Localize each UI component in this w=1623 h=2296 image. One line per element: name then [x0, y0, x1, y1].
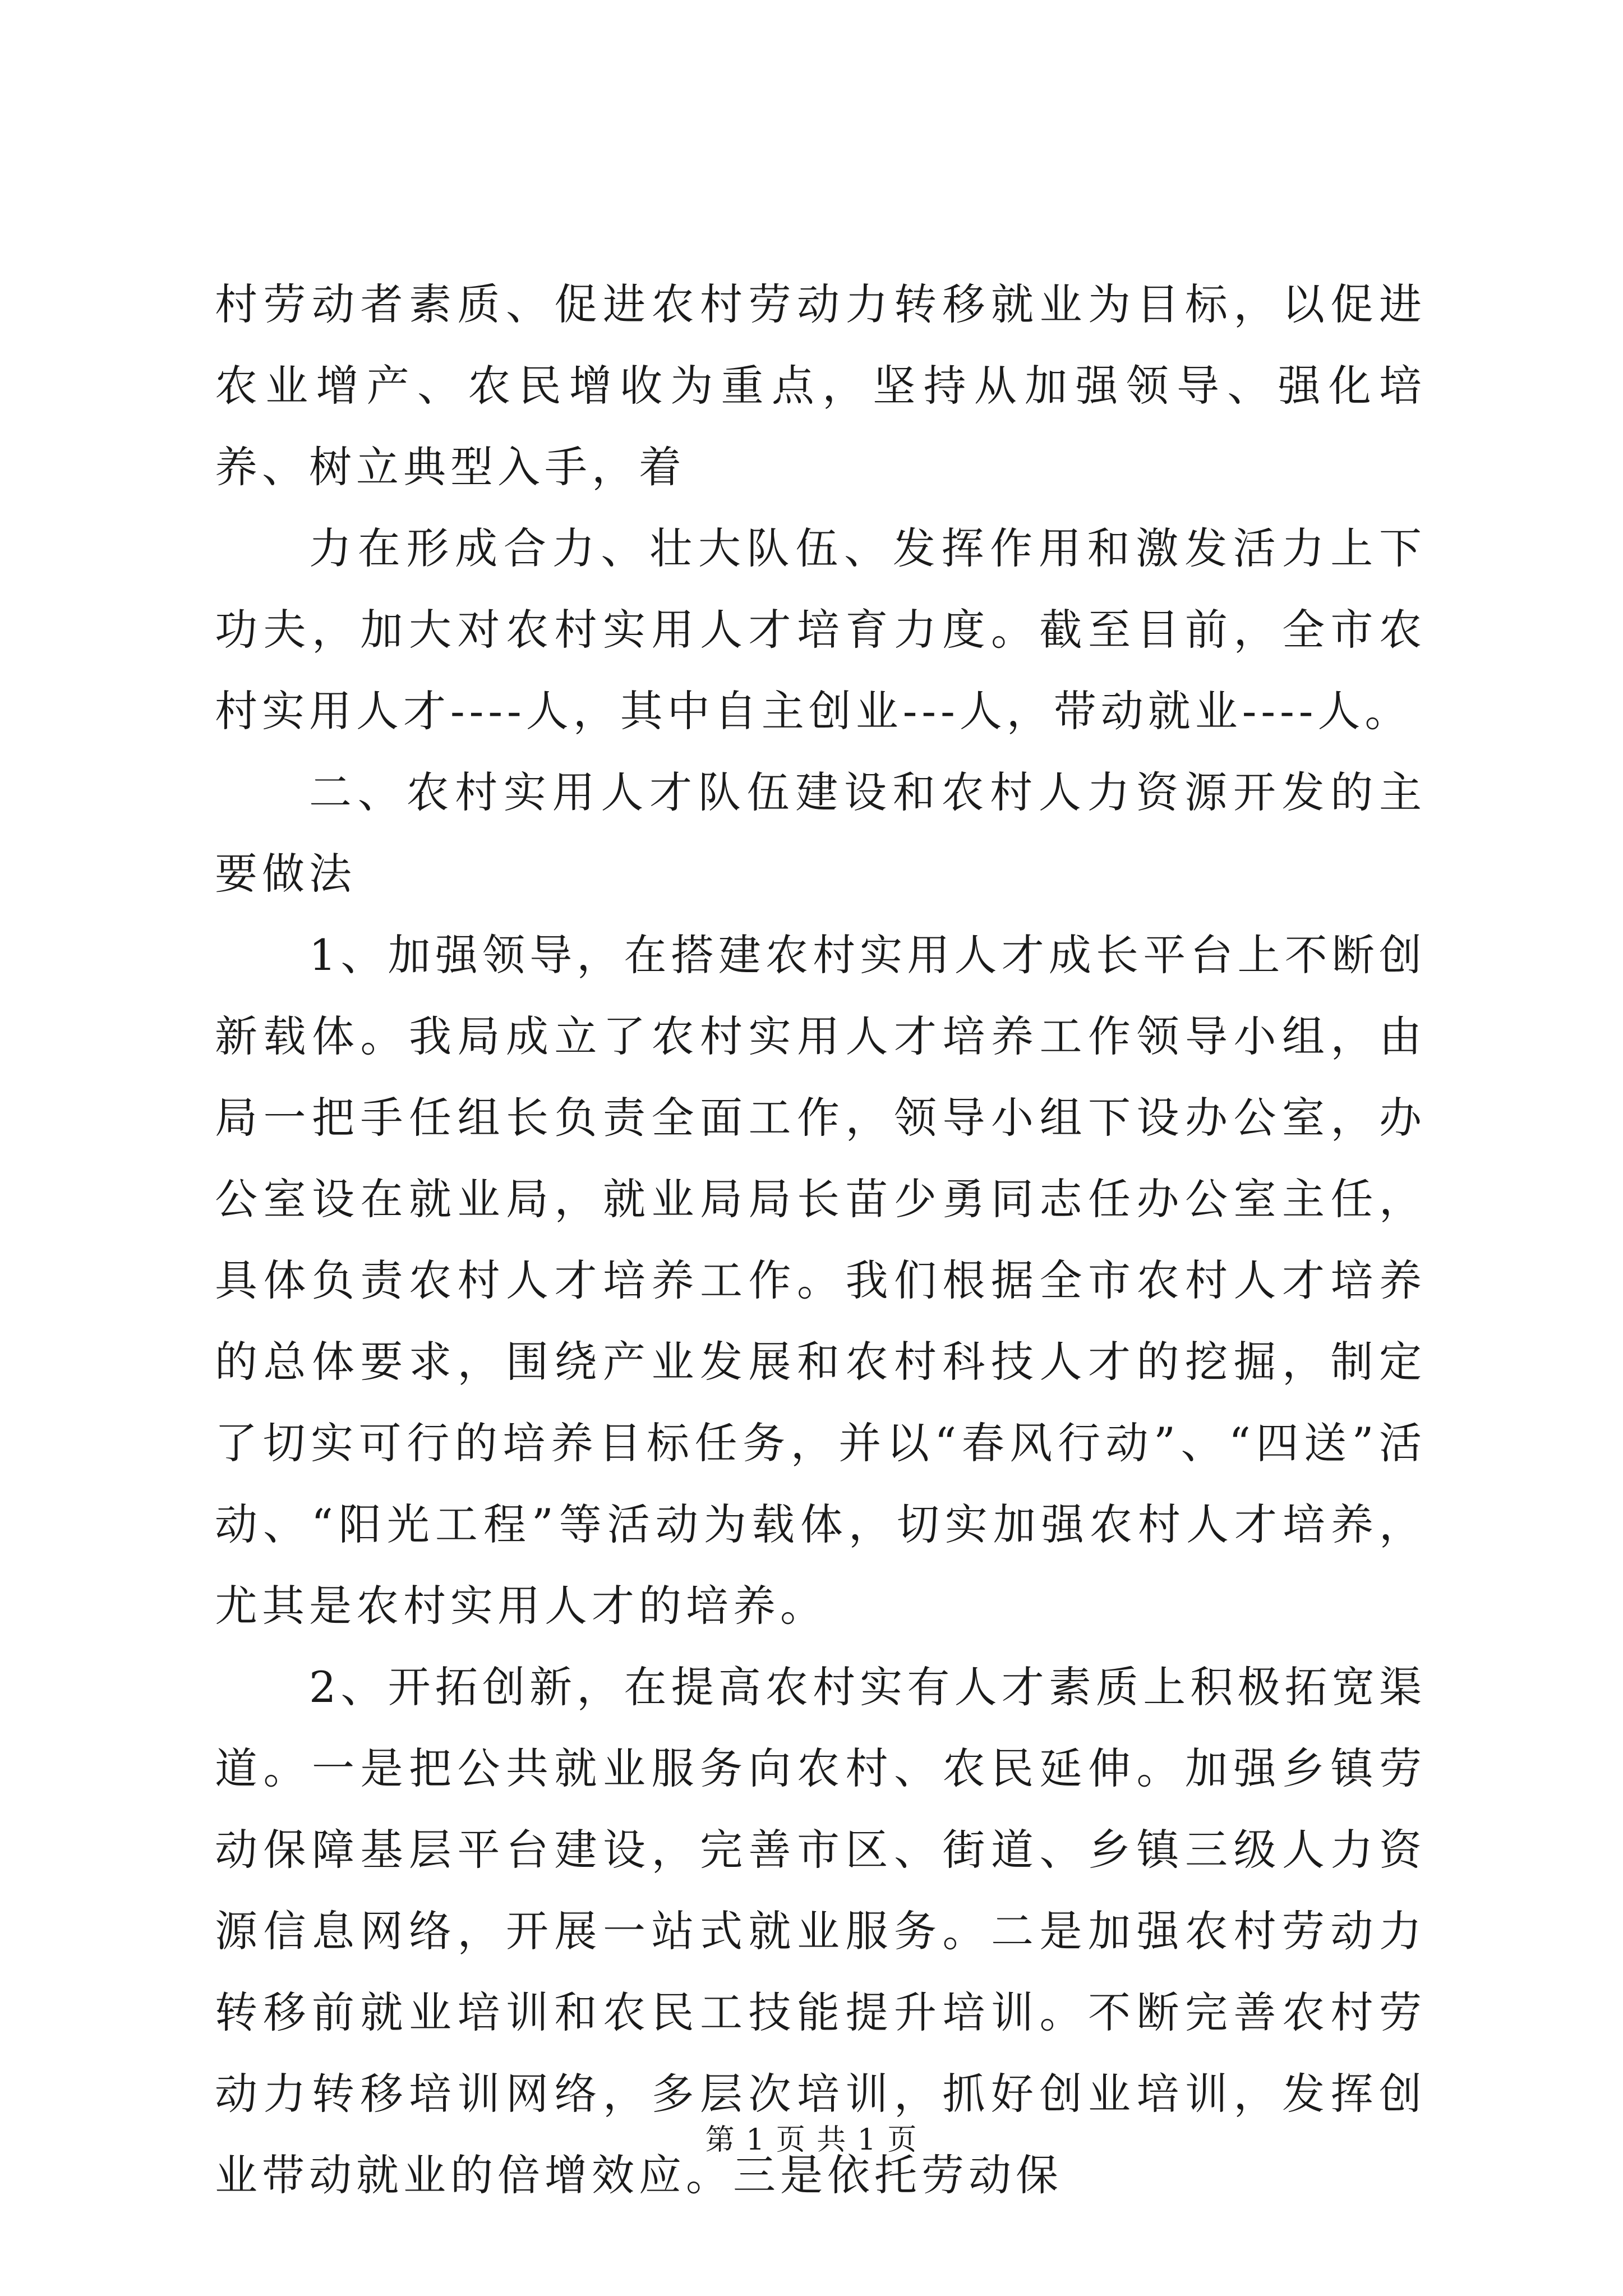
paragraph-2: 力在形成合力、壮大队伍、发挥作用和激发活力上下功夫，加大对农村实用人才培育力度。截至目前，全市农村实用人才----人，其中自主创业---人，带动就业----人。: [215, 523, 1426, 736]
paragraph-1: 村劳动者素质、促进农村劳动力转移就业为目标，以促进农业增产、农民增收为重点，坚持从加强领导、强化培养、树立典型入手，着: [215, 279, 1426, 492]
document-body: [215, 264, 1426, 2216]
paragraph-3: 1、加强领导，在搭建农村实用人才成长平台上不断创新载体。我局成立了农村实用人才培养工作领导小组，由局一把手任组长负责全面工作，领导小组下设办公室，办公室设在就业局，就业局局长苗少勇同志任办公室主任，具体负责农村人才培养工作。我们根据全市农村人才培养的总体要求，围绕产业发展和农村科技人才的挖掘，制定了切实可行的培养目标任务，并以“春风行动”、“四送”活动、“阳光工程”等活动为载体，切实加强农村人才培养，尤其是农村实用人才的培养。: [215, 930, 1426, 1631]
page-footer: 第 1 页 共 1 页: [705, 2123, 918, 2157]
section-heading: 二、农村实用人才队伍建设和农村人力资源开发的主要做法: [215, 767, 1426, 899]
paragraph-4: 2、开拓创新，在提高农村实有人才素质上积极拓宽渠道。一是把公共就业服务向农村、农民延伸。加强乡镇劳动保障基层平台建设，完善市区、街道、乡镇三级人力资源信息网络，开展一站式就业服务。二是加强农村劳动力转移前就业培训和农民工技能提升培训。不断完善农村劳动力转移培训网络，多层次培训，抓好创业培训，发挥创业带动就业的倍增效应。三是依托劳动保: [215, 1662, 1426, 2200]
